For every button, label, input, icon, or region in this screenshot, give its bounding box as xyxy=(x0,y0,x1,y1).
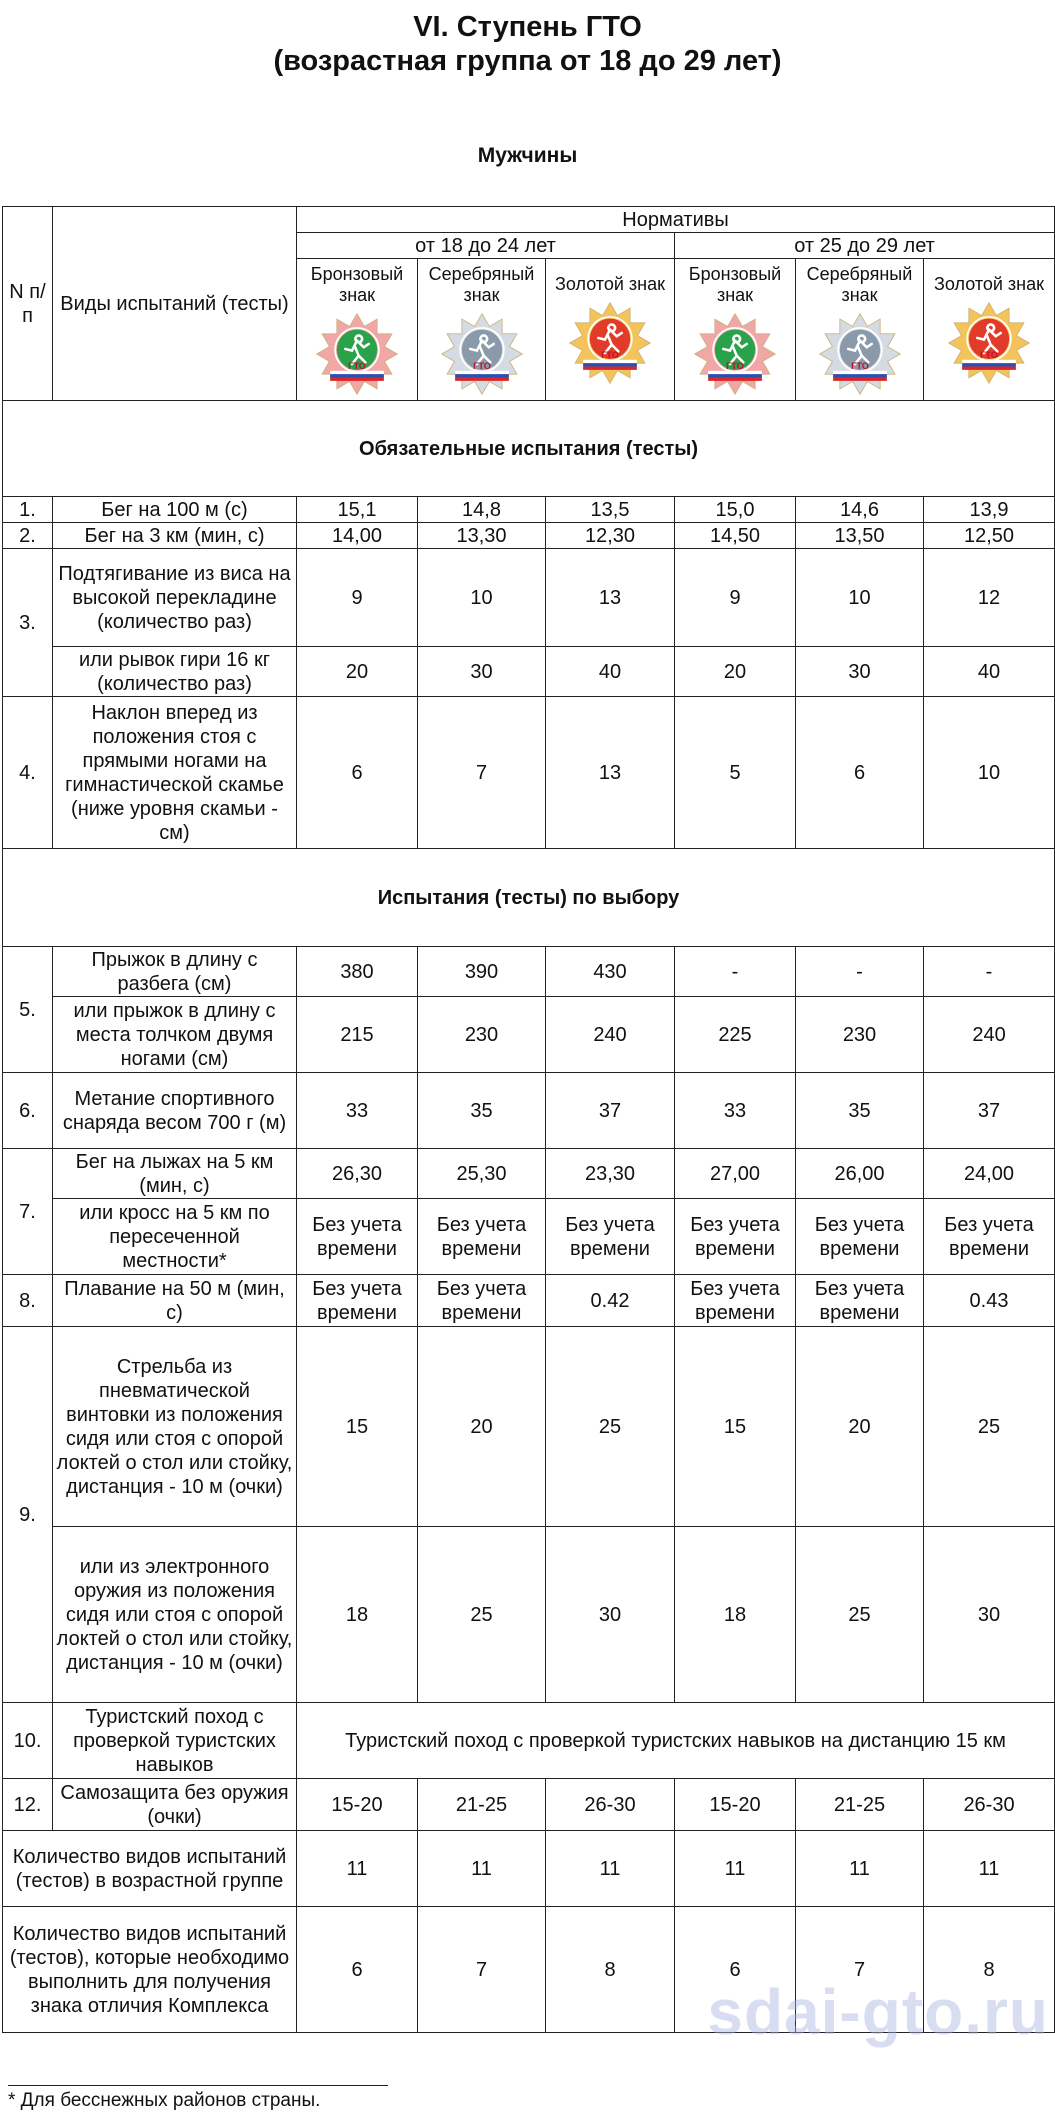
norm-value: 240 xyxy=(924,997,1055,1073)
norm-value: 35 xyxy=(796,1073,924,1149)
norm-value: 13,5 xyxy=(546,497,675,523)
test-name: Самозащита без оружия (очки) xyxy=(53,1779,297,1831)
row-num: 1. xyxy=(3,497,53,523)
badge-label: Серебряный знак xyxy=(806,263,913,305)
norm-value: 10 xyxy=(924,697,1055,849)
norm-value: 11 xyxy=(297,1831,418,1907)
norm-value: 26-30 xyxy=(924,1779,1055,1831)
test-name: Туристский поход с проверкой туристских навыков xyxy=(53,1703,297,1779)
table-row xyxy=(3,1527,1055,1703)
norm-value: 10 xyxy=(796,549,924,647)
norm-value: 20 xyxy=(796,1327,924,1527)
test-name: или рывок гири 16 кг (количество раз) xyxy=(53,647,297,697)
table-row xyxy=(3,697,1055,849)
summary-row xyxy=(3,1831,1055,1907)
norm-value: 26,30 xyxy=(297,1149,418,1199)
norm-value: 25 xyxy=(924,1327,1055,1527)
norm-value: 25 xyxy=(546,1327,675,1527)
norm-value: 6 xyxy=(297,1907,418,2033)
norm-value: 13,9 xyxy=(924,497,1055,523)
header-norms: Нормативы xyxy=(297,207,1055,233)
test-name: Бег на лыжах на 5 км (мин, с) xyxy=(53,1149,297,1199)
gold-badge-icon xyxy=(947,301,1031,385)
norm-value: 40 xyxy=(546,647,675,697)
test-name: Прыжок в длину с разбега (см) xyxy=(53,947,297,997)
test-name: Наклон вперед из положения стоя с прямыми ногами на гимнастической скамье (ниже уровня скамьи - см) xyxy=(53,697,297,849)
norm-value: 30 xyxy=(924,1527,1055,1703)
norm-value: 11 xyxy=(675,1831,796,1907)
test-name: Плавание на 50 м (мин, с) xyxy=(53,1275,297,1327)
norm-value: 5 xyxy=(675,697,796,849)
norm-value: 8 xyxy=(924,1907,1055,2033)
test-name: или из электронного оружия из положения сидя или стоя с опорой локтей о стол или стойку, дистанция - 10 м (очки) xyxy=(53,1527,297,1703)
norm-value: 9 xyxy=(675,549,796,647)
norm-value: 14,00 xyxy=(297,523,418,549)
section-optional: Испытания (тесты) по выбору xyxy=(3,849,1055,947)
footnote: * Для бесснежных районов страны. xyxy=(8,2090,321,2111)
norm-value: 11 xyxy=(418,1831,546,1907)
norm-value: 380 xyxy=(297,947,418,997)
norm-value: Без учета времени xyxy=(924,1199,1055,1275)
table-row xyxy=(3,1073,1055,1149)
norm-value: 12,30 xyxy=(546,523,675,549)
norm-value: 240 xyxy=(546,997,675,1073)
norm-value: Без учета времени xyxy=(546,1199,675,1275)
norm-value: 25,30 xyxy=(418,1149,546,1199)
test-name: или прыжок в длину с места толчком двумя ногами (см) xyxy=(53,997,297,1073)
badge-cell xyxy=(297,259,418,401)
hike-norm: Туристский поход с проверкой туристских навыков на дистанцию 15 км xyxy=(297,1703,1055,1779)
norm-value: Без учета времени xyxy=(418,1275,546,1327)
norm-value: 6 xyxy=(297,697,418,849)
norm-value: Без учета времени xyxy=(675,1275,796,1327)
norm-value: 25 xyxy=(796,1527,924,1703)
norm-value: Без учета времени xyxy=(418,1199,546,1275)
page-subtitle: (возрастная группа от 18 до 29 лет) xyxy=(273,45,782,77)
norm-value: 14,50 xyxy=(675,523,796,549)
norm-value: 24,00 xyxy=(924,1149,1055,1199)
norm-value: 26-30 xyxy=(546,1779,675,1831)
norm-value: 12 xyxy=(924,549,1055,647)
bronze-badge-icon xyxy=(315,312,399,396)
table-row xyxy=(3,997,1055,1073)
norms-table xyxy=(2,206,1055,2033)
test-name: или кросс на 5 км по пересеченной местности* xyxy=(53,1199,297,1275)
norm-value: 33 xyxy=(675,1073,796,1149)
norm-value: - xyxy=(796,947,924,997)
norm-value: - xyxy=(924,947,1055,997)
norm-value: 230 xyxy=(418,997,546,1073)
row-num: 3. xyxy=(3,549,53,697)
norm-value: 33 xyxy=(297,1073,418,1149)
table-row xyxy=(3,1327,1055,1527)
test-name: Стрельба из пневматической винтовки из положения сидя или стоя с опорой локтей о стол или стойку, дистанция - 10 м (очки) xyxy=(53,1327,297,1527)
norm-value: - xyxy=(675,947,796,997)
norm-value: 0.43 xyxy=(924,1275,1055,1327)
norm-value: 390 xyxy=(418,947,546,997)
summary-label: Количество видов испытаний (тестов) в возрастной группе xyxy=(3,1831,297,1907)
page-title: VI. Ступень ГТО xyxy=(413,11,642,43)
norm-value: 11 xyxy=(924,1831,1055,1907)
norm-value: 20 xyxy=(675,647,796,697)
row-num: 4. xyxy=(3,697,53,849)
summary-label: Количество видов испытаний (тестов), которые необходимо выполнить для получения знака отличия Комплекса xyxy=(3,1907,297,2033)
row-num: 6. xyxy=(3,1073,53,1149)
norm-value: 13,50 xyxy=(796,523,924,549)
row-num: 12. xyxy=(3,1779,53,1831)
badge-text: ГТО xyxy=(726,360,744,371)
norm-value: 215 xyxy=(297,997,418,1073)
header-age-18-24: от 18 до 24 лет xyxy=(297,233,675,259)
badge-label: Бронзовый знак xyxy=(310,263,404,305)
norm-value: 14,6 xyxy=(796,497,924,523)
norm-value: 230 xyxy=(796,997,924,1073)
norm-value: 6 xyxy=(675,1907,796,2033)
norm-value: 18 xyxy=(675,1527,796,1703)
norm-value: 430 xyxy=(546,947,675,997)
test-name: Подтягивание из виса на высокой перекладине (количество раз) xyxy=(53,549,297,647)
norm-value: Без учета времени xyxy=(297,1275,418,1327)
norm-value: 30 xyxy=(796,647,924,697)
norm-value: 15,1 xyxy=(297,497,418,523)
norm-value: 30 xyxy=(546,1527,675,1703)
badge-text: ГТО xyxy=(850,360,869,371)
section-mandatory: Обязательные испытания (тесты) xyxy=(3,401,1055,497)
badge-text: ГТО xyxy=(601,350,619,361)
badge-cell xyxy=(924,259,1055,401)
norm-value: 21-25 xyxy=(796,1779,924,1831)
badge-cell xyxy=(675,259,796,401)
norm-value: 21-25 xyxy=(418,1779,546,1831)
table-row xyxy=(3,523,1055,549)
norm-value: 11 xyxy=(796,1831,924,1907)
bronze-badge-icon xyxy=(693,312,777,396)
norm-value: Без учета времени xyxy=(297,1199,418,1275)
norm-value: 8 xyxy=(546,1907,675,2033)
badge-cell xyxy=(418,259,546,401)
header-age-25-29: от 25 до 29 лет xyxy=(675,233,1055,259)
norm-value: 225 xyxy=(675,997,796,1073)
table-row xyxy=(3,947,1055,997)
norm-value: 27,00 xyxy=(675,1149,796,1199)
table-row xyxy=(3,1779,1055,1831)
norm-value: 15-20 xyxy=(675,1779,796,1831)
row-num: 5. xyxy=(3,947,53,1073)
badge-cell xyxy=(796,259,924,401)
table-row xyxy=(3,1199,1055,1275)
silver-badge-icon xyxy=(818,312,902,396)
table-row xyxy=(3,497,1055,523)
row-num: 9. xyxy=(3,1327,53,1703)
norm-value: 11 xyxy=(546,1831,675,1907)
badge-cell xyxy=(546,259,675,401)
badge-label: Золотой знак xyxy=(934,274,1045,294)
norm-value: 15-20 xyxy=(297,1779,418,1831)
table-row xyxy=(3,1703,1055,1779)
test-name: Метание спортивного снаряда весом 700 г (м) xyxy=(53,1073,297,1149)
table-row xyxy=(3,1275,1055,1327)
header-num: N п/п xyxy=(3,207,53,401)
norm-value: 7 xyxy=(796,1907,924,2033)
badge-text: ГТО xyxy=(472,360,491,371)
norm-value: 23,30 xyxy=(546,1149,675,1199)
row-num: 10. xyxy=(3,1703,53,1779)
norm-value: 20 xyxy=(418,1327,546,1527)
norm-value: 20 xyxy=(297,647,418,697)
footnote-divider xyxy=(8,2085,388,2086)
norm-value: 7 xyxy=(418,697,546,849)
norm-value: 0.42 xyxy=(546,1275,675,1327)
badge-label: Серебряный знак xyxy=(428,263,535,305)
norm-value: 13,30 xyxy=(418,523,546,549)
norm-value: 35 xyxy=(418,1073,546,1149)
badge-label: Бронзовый знак xyxy=(688,263,782,305)
row-num: 8. xyxy=(3,1275,53,1327)
header-tests: Виды испытаний (тесты) xyxy=(53,207,297,401)
norm-value: 25 xyxy=(418,1527,546,1703)
silver-badge-icon xyxy=(440,312,524,396)
badge-label: Золотой знак xyxy=(555,274,665,294)
row-num: 2. xyxy=(3,523,53,549)
gold-badge-icon xyxy=(568,301,652,385)
norm-value: 40 xyxy=(924,647,1055,697)
badge-text: ГТО xyxy=(980,350,998,361)
watermark: sdai-gto.ru xyxy=(707,1976,1049,2048)
norm-value: 7 xyxy=(418,1907,546,2033)
row-num: 7. xyxy=(3,1149,53,1275)
table-row xyxy=(3,549,1055,647)
norm-value: 12,50 xyxy=(924,523,1055,549)
norm-value: 15 xyxy=(297,1327,418,1527)
norm-value: 30 xyxy=(418,647,546,697)
norm-value: 18 xyxy=(297,1527,418,1703)
norm-value: 9 xyxy=(297,549,418,647)
norm-value: 37 xyxy=(546,1073,675,1149)
badge-text: ГТО xyxy=(348,360,366,371)
norm-value: 14,8 xyxy=(418,497,546,523)
norm-value: Без учета времени xyxy=(796,1199,924,1275)
test-name: Бег на 3 км (мин, с) xyxy=(53,523,297,549)
norm-value: 13 xyxy=(546,697,675,849)
norm-value: 13 xyxy=(546,549,675,647)
norm-value: Без учета времени xyxy=(675,1199,796,1275)
norm-value: 15,0 xyxy=(675,497,796,523)
norm-value: 15 xyxy=(675,1327,796,1527)
table-row xyxy=(3,1149,1055,1199)
norm-value: Без учета времени xyxy=(796,1275,924,1327)
test-name: Бег на 100 м (с) xyxy=(53,497,297,523)
norm-value: 37 xyxy=(924,1073,1055,1149)
norm-value: 6 xyxy=(796,697,924,849)
gender-heading: Мужчины xyxy=(477,144,578,167)
norm-value: 10 xyxy=(418,549,546,647)
norm-value: 26,00 xyxy=(796,1149,924,1199)
table-row xyxy=(3,647,1055,697)
